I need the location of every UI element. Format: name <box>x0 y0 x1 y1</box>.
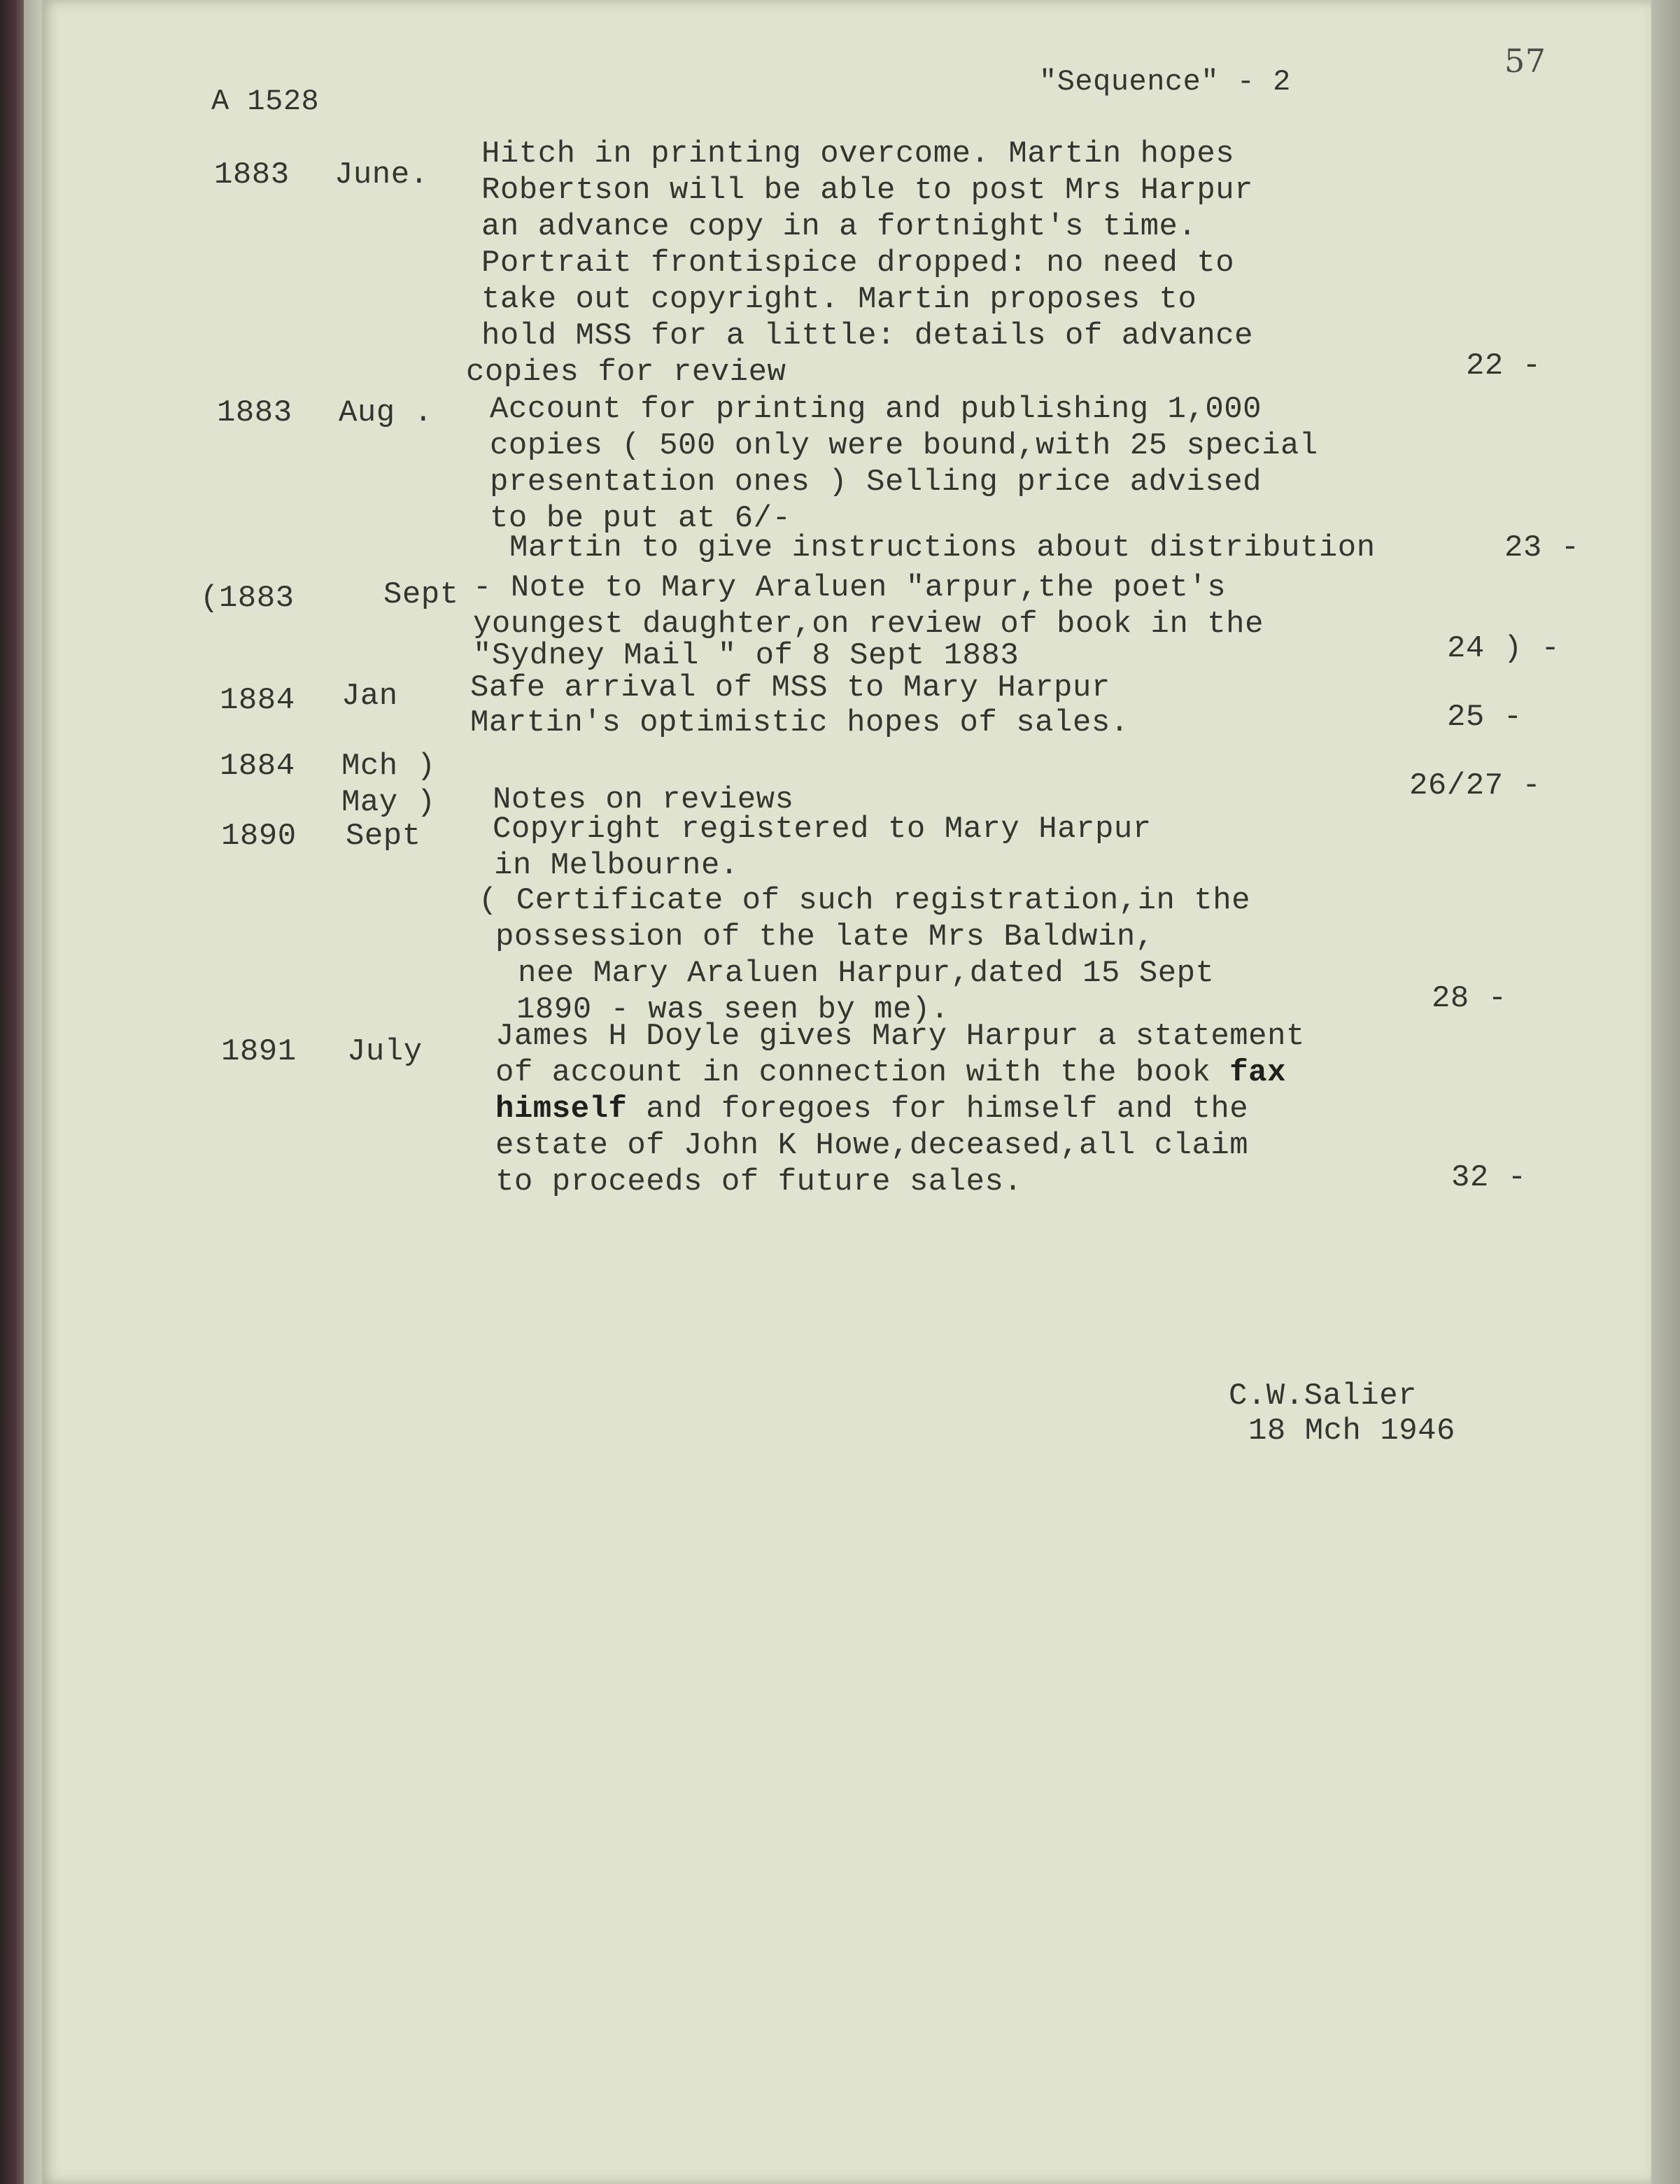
entry-line: take out copyright. Martin proposes to <box>481 282 1197 317</box>
entry-line: Copyright registered to Mary Harpur <box>493 812 1152 847</box>
entry-reference: 22 - <box>1466 348 1541 383</box>
entry-year: 1883 <box>217 395 292 430</box>
struck-word: fax <box>1229 1055 1286 1090</box>
entry-line <box>495 1055 1286 1090</box>
entry-month: Jan <box>341 679 398 714</box>
book-binding <box>0 0 24 2184</box>
entry-line: Account for printing and publishing 1,000 <box>490 392 1262 427</box>
entry-month: July <box>347 1034 423 1069</box>
entry-year: (1883 <box>200 581 295 616</box>
entry-reference: 23 - <box>1504 530 1580 565</box>
entry-reference: 32 - <box>1451 1160 1527 1195</box>
entry-line: copies for review <box>466 355 786 390</box>
signature-date: 18 Mch 1946 <box>1248 1414 1455 1449</box>
entry-month: June. <box>334 157 429 192</box>
struck-word: himself <box>495 1092 628 1127</box>
entry-line: copies ( 500 only were bound,with 25 special <box>490 428 1318 463</box>
entry-line: 1890 - was seen by me). <box>516 992 950 1027</box>
entry-line: presentation ones ) Selling price advised <box>490 465 1262 500</box>
entry-line: James H Doyle gives Mary Harpur a statement <box>495 1019 1305 1054</box>
entry-line: to be put at 6/- <box>490 501 791 536</box>
entry-year: 1890 <box>221 819 297 854</box>
entry-line: "Sydney Mail " of 8 Sept 1883 <box>473 638 1019 673</box>
author-name: C.W.Salier <box>1229 1379 1418 1414</box>
entry-line: nee Mary Araluen Harpur,dated 15 Sept <box>518 956 1215 991</box>
entry-line: hold MSS for a little: details of advance <box>481 318 1254 353</box>
page-edge <box>1651 0 1680 2184</box>
entry-month: Sept <box>383 577 459 612</box>
entry-line: Notes on reviews <box>493 782 794 817</box>
entry-reference: 28 - <box>1432 981 1507 1016</box>
entry-line <box>495 1092 1248 1127</box>
entry-line: in Melbourne. <box>494 848 739 883</box>
entry-reference: 25 - <box>1447 700 1523 735</box>
entry-line: Portrait frontispice dropped: no need to <box>481 246 1235 281</box>
archive-reference: A 1528 <box>211 85 320 118</box>
entry-line: Hitch in printing overcome. Martin hopes <box>481 136 1235 171</box>
entry-line: Martin's optimistic hopes of sales. <box>470 705 1129 740</box>
entry-year: 1884 <box>220 683 295 718</box>
entry-line-text: and foregoes for himself and the <box>646 1092 1249 1127</box>
entry-year: 1891 <box>221 1034 297 1069</box>
entry-year: 1883 <box>214 157 290 192</box>
entry-line: - Note to Mary Araluen "arpur,the poet's <box>473 570 1227 605</box>
entry-month: Mch ) <box>341 749 436 784</box>
entry-line: Martin to give instructions about distribution <box>509 530 1376 565</box>
entry-reference: 26/27 - <box>1409 768 1541 803</box>
entry-line: estate of John K Howe,deceased,all claim <box>495 1128 1249 1163</box>
entry-month: Sept <box>346 819 421 854</box>
page-title: "Sequence" - 2 <box>1039 65 1291 99</box>
entry-reference: 24 ) - <box>1447 631 1560 666</box>
entry-line: possession of the late Mrs Baldwin, <box>495 920 1155 954</box>
entry-line-text: of account in connection with the book <box>495 1055 1211 1090</box>
entry-month: Aug . <box>339 395 433 430</box>
entry-line: Safe arrival of MSS to Mary Harpur <box>470 670 1110 705</box>
page-number: 57 <box>1504 42 1546 80</box>
entry-line: youngest daughter,on review of book in the <box>473 607 1264 642</box>
entry-line: to proceeds of future sales. <box>495 1164 1023 1199</box>
entry-year: 1884 <box>220 749 295 784</box>
entry-line: ( Certificate of such registration,in the <box>479 883 1251 918</box>
entry-month-second: May ) <box>341 785 436 820</box>
entry-line: an advance copy in a fortnight's time. <box>481 209 1197 244</box>
entry-line: Robertson will be able to post Mrs Harpur <box>481 173 1254 208</box>
